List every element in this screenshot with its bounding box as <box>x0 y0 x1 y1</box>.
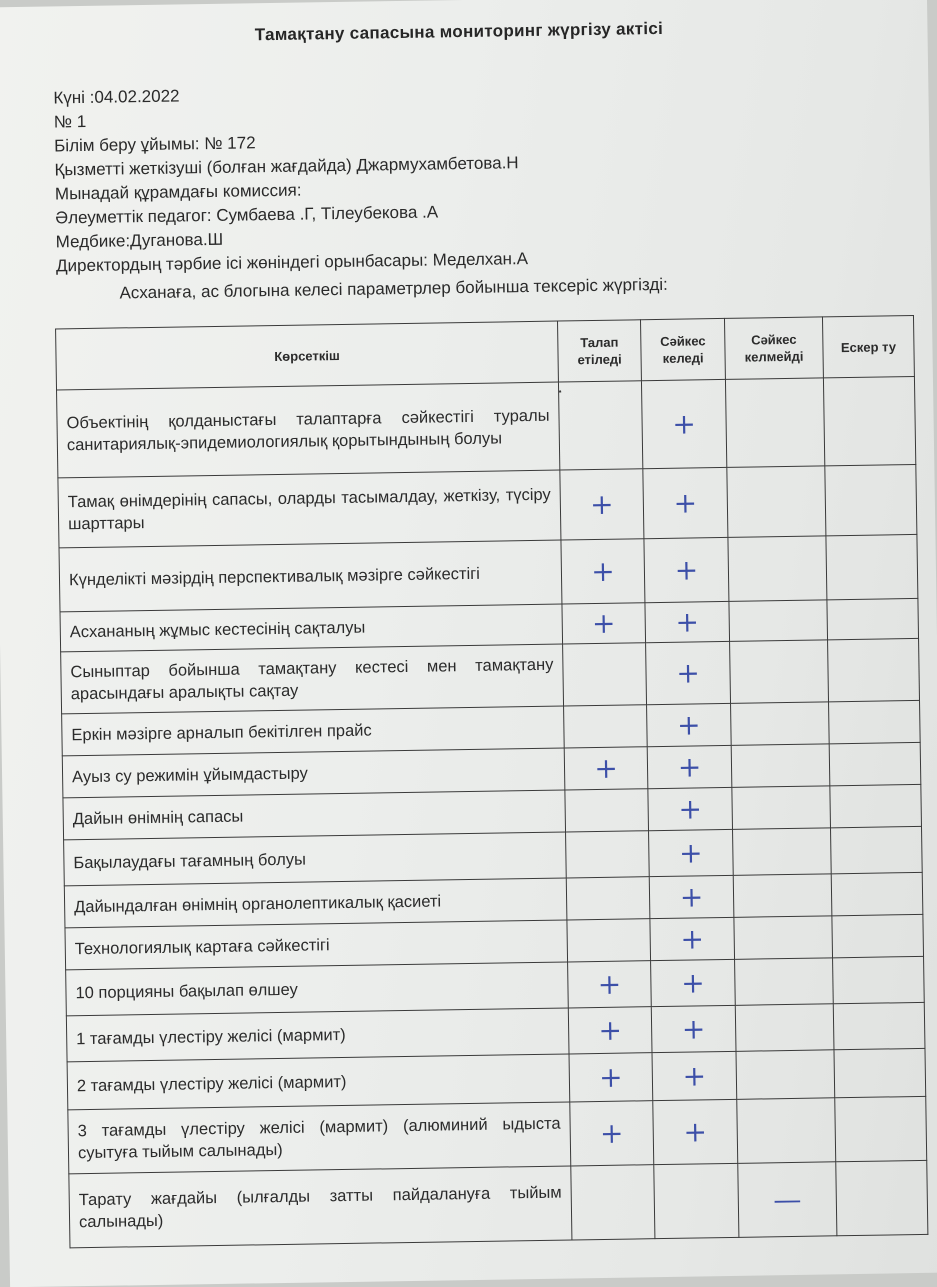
note-cell <box>834 1048 926 1097</box>
compliant-mark: + <box>641 379 726 468</box>
compliant-mark: + <box>652 1051 737 1100</box>
compliant-mark: + <box>647 703 732 746</box>
compliant-mark: + <box>648 787 733 830</box>
column-header-noncompliant: Сәйкес келмейді <box>724 317 823 380</box>
noncompliant-mark <box>732 786 831 830</box>
date-line: Күні :04.02.2022 <box>53 86 180 108</box>
document-title: Тамақтану сапасына мониторинг жүргізу актісі <box>254 18 664 45</box>
noncompliant-mark <box>737 1098 836 1164</box>
noncompliant-mark <box>729 600 828 642</box>
noncompliant-mark <box>728 536 827 602</box>
column-header-compliant: Сәйкес келеді <box>640 318 725 380</box>
noncompliant-mark <box>735 1004 834 1052</box>
indicator-cell: Сыныптар бойынша тамақтану кестесі мен тамақтану арасындағы аралықты сақтау <box>61 644 564 714</box>
indicator-cell: Асхананың жұмыс кестесінің сақталуы <box>60 604 563 652</box>
compliant-mark <box>654 1163 739 1238</box>
required-mark: + <box>564 747 648 790</box>
indicator-cell: 10 порцияны бақылап өлшеу <box>66 962 569 1016</box>
note-cell <box>823 376 915 465</box>
organization-line: Білім беру ұйымы: № 172 <box>54 133 256 156</box>
compliant-mark: + <box>643 467 728 538</box>
indicator-cell: Еркін мәзірге арналып бекітілген прайс <box>62 706 565 756</box>
note-cell <box>829 700 921 743</box>
required-mark: + <box>562 603 646 644</box>
required-mark <box>564 705 648 748</box>
indicator-cell: Тамақ өнімдерінің сапасы, оларды тасымалдау, жеткізу, түсіру шарттары <box>58 470 561 548</box>
table-row <box>57 376 916 477</box>
required-mark <box>563 643 647 706</box>
table-row <box>69 1160 928 1247</box>
table-row <box>58 464 917 547</box>
noncompliant-mark <box>733 874 832 918</box>
nurse-line: Медбике:Дуганова.Ш <box>55 229 224 252</box>
indicator-cell: Дайын өнімнің сапасы <box>63 790 566 840</box>
noncompliant-mark <box>731 702 830 746</box>
required-mark: + <box>568 961 652 1008</box>
intro-text: Асханаға, ас блогына келесі параметрлер бойынша тексеріс жүргізді: <box>119 274 668 303</box>
compliant-mark: + <box>649 875 734 918</box>
required-mark <box>567 919 651 962</box>
indicator-cell: Дайындалған өнімнің органолептикалық қасиеті <box>64 878 567 928</box>
required-mark <box>565 789 649 832</box>
note-cell <box>833 1002 925 1049</box>
indicator-cell: 3 тағамды үлестіру желісі (мармит) (алюминий ыдыста суытуға тыйым салынады) <box>68 1102 571 1174</box>
noncompliant-mark <box>730 640 829 704</box>
note-cell <box>826 534 918 599</box>
indicator-cell: Бақылаудағы тағамның болуы <box>64 832 567 886</box>
note-cell <box>831 872 923 915</box>
indicator-cell: 1 тағамды үлестіру желісі (мармит) <box>66 1008 569 1062</box>
document-header <box>53 79 528 278</box>
indicator-cell: Күнделікті мәзірдің перспективалық мәзірге сәйкестігі <box>59 540 562 612</box>
indicator-cell: Тарату жағдайы (ылғалды затты пайдалануға тыйым салынады) <box>69 1166 572 1248</box>
required-mark <box>571 1165 655 1240</box>
provider-line: Қызметті жеткізуші (болған жағдайда) Джармухамбетова.Н <box>54 153 519 180</box>
required-mark: + <box>561 539 645 604</box>
indicator-cell: Технологиялық картаға сәйкестігі <box>65 920 568 970</box>
required-mark <box>566 831 650 878</box>
column-header-required: Талап етіледі <box>558 320 642 382</box>
compliant-mark: + <box>650 917 735 960</box>
noncompliant-mark <box>736 1050 835 1100</box>
noncompliant-mark <box>733 828 832 876</box>
number-line: № 1 <box>53 111 87 132</box>
required-mark: + <box>560 469 644 540</box>
note-cell <box>836 1160 928 1235</box>
compliant-mark: + <box>651 959 736 1006</box>
inspection-table <box>55 315 928 1248</box>
noncompliant-mark: — <box>738 1162 837 1238</box>
commission-line: Мынадай құрамдағы комиссия: <box>54 180 302 204</box>
column-header-indicator: Көрсеткіш <box>56 321 559 390</box>
note-cell <box>827 598 919 639</box>
deputy-director-line: Директордың тәрбие ісі жөніндегі орынбасары: Меделхан.А <box>55 249 529 276</box>
indicator-cell: 2 тағамды үлестіру желісі (мармит) <box>67 1054 570 1110</box>
noncompliant-mark <box>734 916 833 960</box>
compliant-mark: + <box>647 745 732 788</box>
required-mark: + <box>569 1053 653 1102</box>
noncompliant-mark <box>727 466 826 538</box>
compliant-mark: + <box>653 1099 738 1164</box>
note-cell <box>829 742 921 785</box>
noncompliant-mark <box>731 744 830 788</box>
note-cell <box>828 638 920 701</box>
compliant-mark: + <box>651 1005 736 1052</box>
compliant-mark: + <box>649 829 734 876</box>
indicator-cell: Объектінің қолданыстағы талаптарға сәйкестігі туралы санитариялық-эпидемиологиялық қорытындының болуы <box>57 382 560 478</box>
noncompliant-mark <box>735 958 834 1006</box>
required-mark: + <box>568 1007 652 1054</box>
social-pedagogue-line: Әлеуметтік педагог: Сумбаева .Г, Тілеубекова .А <box>55 202 439 228</box>
compliant-mark: + <box>646 641 731 704</box>
note-cell <box>835 1096 927 1161</box>
note-cell <box>833 956 925 1003</box>
note-cell <box>830 826 922 873</box>
required-mark <box>559 390 561 392</box>
required-mark: + <box>570 1101 654 1166</box>
column-header-note: Ескер ту <box>822 315 914 377</box>
note-cell <box>830 784 922 827</box>
required-mark <box>566 877 650 920</box>
noncompliant-mark <box>725 378 824 468</box>
compliant-mark: + <box>645 601 730 642</box>
note-cell <box>832 914 924 957</box>
note-cell <box>825 464 917 535</box>
indicator-cell: Ауыз су режимін ұйымдастыру <box>62 748 565 798</box>
compliant-mark: + <box>644 537 729 602</box>
